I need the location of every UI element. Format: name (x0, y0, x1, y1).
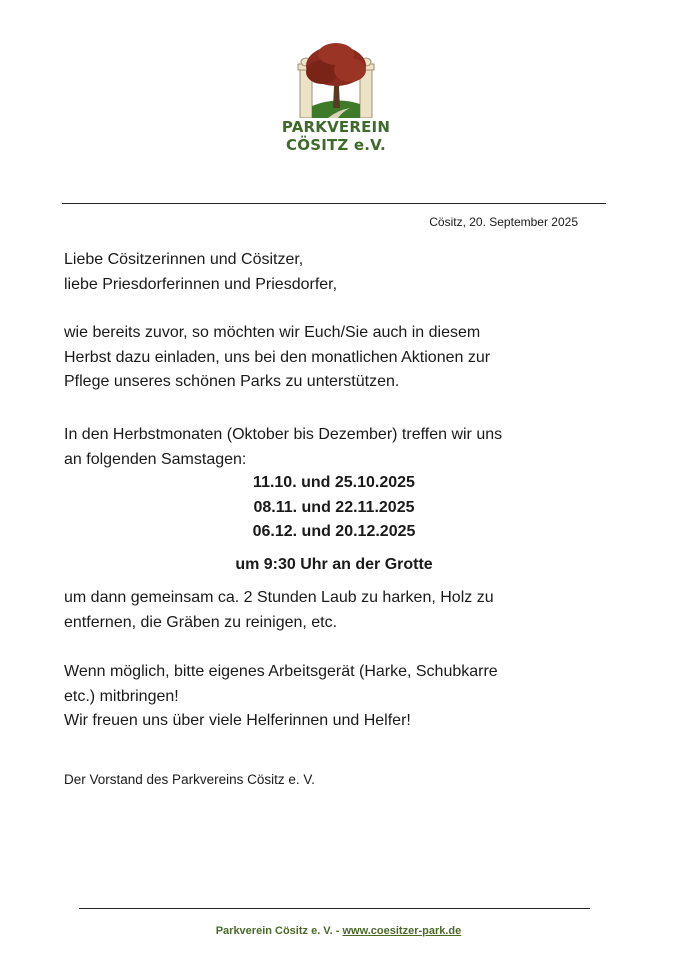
date-item: 06.12. und 20.12.2025 (252, 523, 416, 540)
meeting-time: um 9:30 Uhr an der Grotte (235, 556, 433, 573)
tools-line: Wenn möglich, bitte eigenes Arbeitsgerät (Harke, Schubkarre (64, 663, 498, 680)
schedule-line: an folgenden Samstagen: (64, 450, 247, 468)
intro-line: wie bereits zuvor, so möchten wir Euch/Sie auch in diesem (64, 324, 481, 341)
signoff: Der Vorstand des Parkvereins Cösitz e. V. (64, 772, 315, 787)
tasks-paragraph (64, 586, 624, 635)
logo-title: PARKVEREIN (281, 118, 391, 136)
intro-line: Pflege unseres schönen Parks zu unterstützen. (64, 373, 400, 390)
intro-paragraph (64, 321, 624, 395)
logo (278, 40, 394, 154)
header-divider (62, 203, 606, 204)
date-item: 08.11. und 22.11.2025 (253, 498, 415, 516)
dates-list (64, 471, 604, 545)
logo-subtitle: CÖSITZ e.V. (286, 136, 386, 154)
park-tree-logo-icon (288, 40, 384, 118)
greeting-line: liebe Priesdorferinnen und Priesdorfer, (64, 275, 338, 293)
footer (0, 925, 677, 937)
footer-divider (79, 908, 590, 909)
schedule-paragraph (64, 423, 624, 472)
date-item: 11.10. und 25.10.2025 (253, 474, 415, 491)
greeting (64, 248, 624, 297)
tasks-line: entfernen, die Gräben zu reinigen, etc. (64, 613, 338, 631)
tools-line: etc.) mitbringen! (64, 687, 179, 705)
schedule-line: In den Herbstmonaten (Oktober bis Dezember) treffen wir uns (64, 426, 503, 443)
tools-paragraph (64, 660, 624, 734)
footer-text: Parkverein Cösitz e. V. - (215, 925, 343, 937)
intro-line: Herbst dazu einladen, uns bei den monatlichen Aktionen zur (64, 348, 491, 366)
tasks-line: um dann gemeinsam ca. 2 Stunden Laub zu harken, Holz zu (64, 589, 494, 606)
website-link[interactable]: www.coesitzer-park.de (342, 925, 462, 937)
letter-date: Cösitz, 20. September 2025 (429, 215, 578, 229)
tools-line: Wir freuen uns über viele Helferinnen und Helfer! (64, 712, 411, 729)
greeting-line: Liebe Cösitzerinnen und Cösitzer, (64, 251, 304, 268)
